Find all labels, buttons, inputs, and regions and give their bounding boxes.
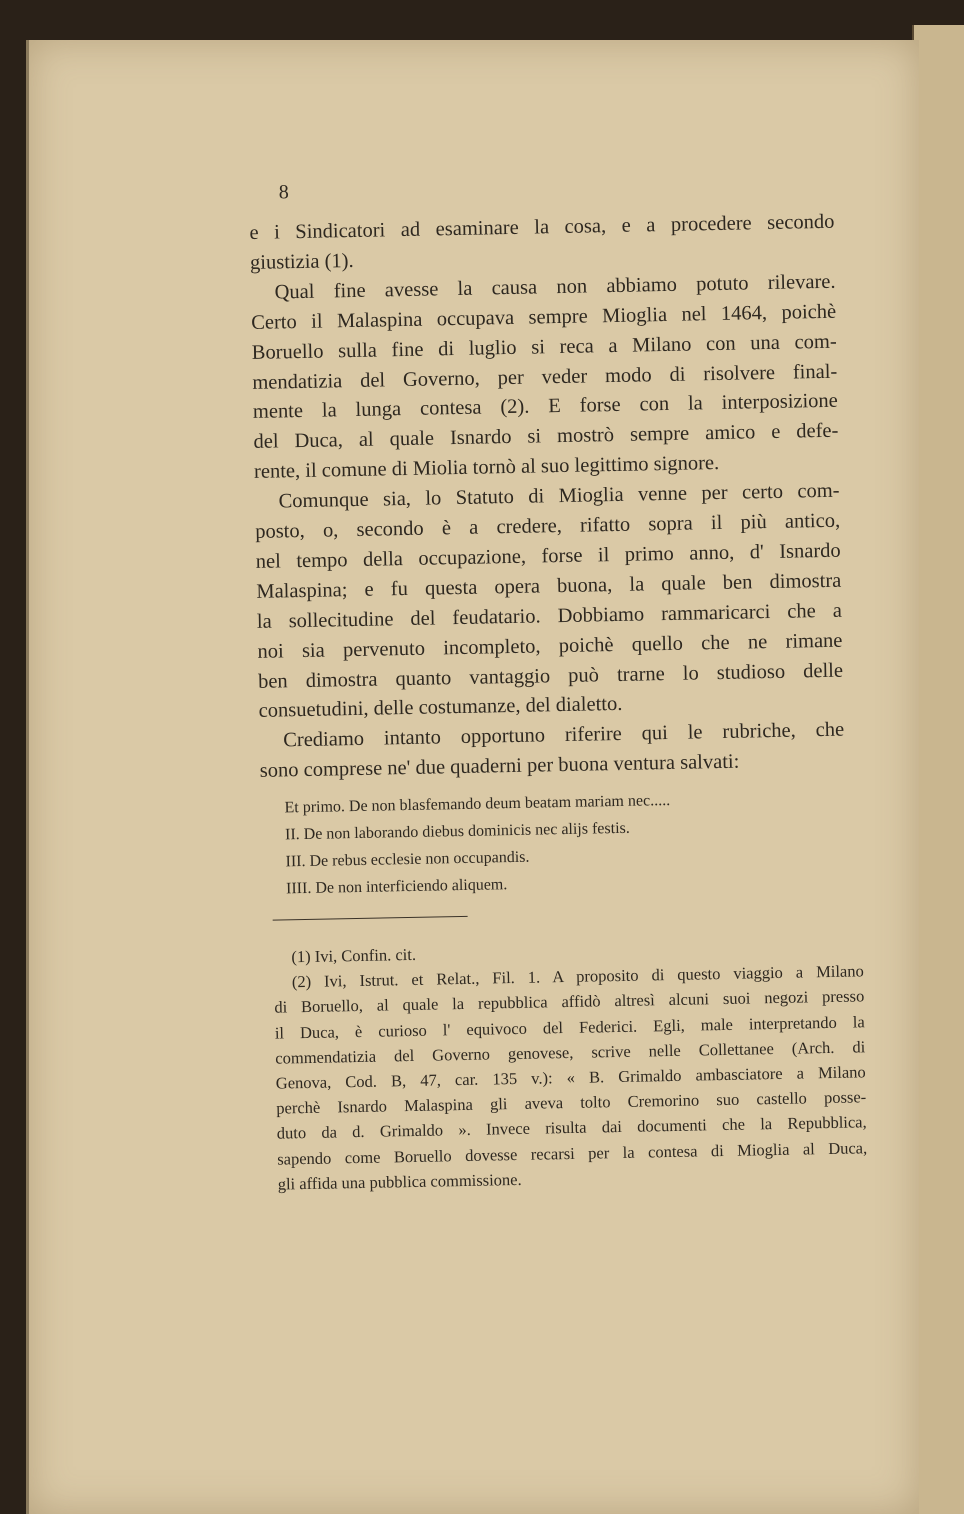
body-line: Certo il Malaspina occupava sempre Mioglia nel 1464, poichè: [250, 300, 837, 334]
body-line: noi sia pervenuto incompleto, poichè quello che ne rimane: [257, 629, 843, 663]
footnote-line: Genova, Cod. B, 47, car. 135 v.): « B. Grimaldo ambasciatore a Milano: [275, 1062, 866, 1093]
body-line: mente la lunga contesa (2). E forse con la interposizione: [252, 390, 839, 424]
footnote-line: commendatizia del Governo genovese, scrive nelle Collettanee (Arch. di: [275, 1037, 866, 1068]
body-line: Boruello sulla fine di luglio si reca a Milano con una com-: [251, 330, 837, 364]
body-line: e i Sindicatori ad esaminare la cosa, e a procedere secondo: [249, 210, 835, 244]
rubric-item: III. De rebus ecclesie non occupandis.: [285, 848, 530, 871]
rubric-item: Et primo. De non blasfemando deum beatam mariam nec.....: [284, 791, 671, 817]
rubric-item: II. De non laborando diebus dominicis nec alijs festis.: [284, 819, 630, 844]
rubric-item: IIII. De non interficiendo aliquem.: [285, 876, 508, 898]
footnote-line: gli affida una pubblica commissione.: [277, 1169, 522, 1194]
body-line: Crediamo intanto opportuno riferire qui le rubriche, che: [283, 718, 845, 752]
body-line: consuetudini, delle costumanze, del dialetto.: [258, 693, 623, 723]
body-line: del Duca, al quale Isnardo si mostrò sempre amico e defe-: [253, 419, 839, 454]
body-line: ben dimostra quanto vantaggio può trarne lo studioso delle: [257, 659, 844, 693]
footnote-line: duto da d. Grimaldo ». Invece risulta dai documenti che la Repubblica,: [276, 1112, 867, 1143]
body-line: posto, o, secondo è a credere, rifatto sopra il più antico,: [255, 509, 841, 543]
body-line: giustizia (1).: [249, 249, 354, 274]
body-line: Malaspina; e fu questa opera buona, la quale ben dimostra: [256, 569, 842, 603]
page-number: 8: [278, 181, 289, 204]
footnote-line: di Boruello, al quale la repubblica affidò altresì alcuni suoi negozi presso: [274, 986, 865, 1018]
body-line: Comunque sia, lo Statuto di Mioglia venne per certo com-: [278, 479, 840, 513]
adjacent-page-edge: [912, 25, 964, 1514]
body-line: Qual fine avesse la causa non abbiamo potuto rilevare.: [274, 270, 836, 304]
footnote-line: sapendo come Boruello dovesse recarsi per la contesa di Mioglia al Duca,: [277, 1137, 868, 1169]
body-line: la sollecitudine del feudatario. Dobbiamo rammaricarci che a: [256, 599, 843, 633]
body-line: nel tempo della occupazione, forse il primo anno, d' Isnardo: [255, 539, 841, 573]
footnote-line: (2) Ivi, Istrut. et Relat., Fil. 1. A proposito di questo viaggio a Milano: [291, 961, 864, 992]
body-line: mendatizia del Governo, per veder modo di risolvere final-: [252, 360, 838, 394]
body-line: rente, il comune di Miolia tornò al suo legittimo signore.: [253, 452, 720, 484]
footnote-line: il Duca, è curioso l' equivoco del Federici. Egli, male interpretando la: [274, 1011, 865, 1043]
footnote-line: (1) Ivi, Confin. cit.: [291, 944, 417, 967]
footnote-line: perchè Isnardo Malaspina gli aveva tolto Cremorino suo castello posse-: [276, 1087, 867, 1118]
body-line: sono comprese ne' due quaderni per buona ventura salvati:: [259, 750, 740, 783]
